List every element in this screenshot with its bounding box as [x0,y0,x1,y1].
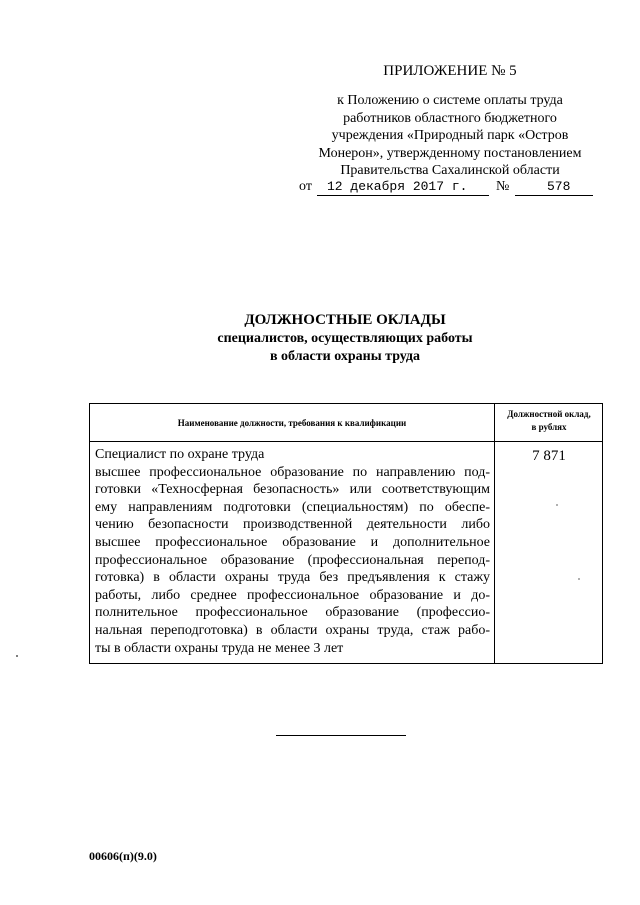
position-requirements-cell [95,446,490,657]
column-header-salary-line: в рублях [531,422,567,432]
requirements-line: высшее профессиональное образование и дополнительное [95,534,490,550]
order-from-label: от [299,179,312,194]
requirements-line: готовка) в области охраны труда без предъявления к стажу [95,570,490,586]
document-code: 00606(п)(9.0) [89,849,157,863]
column-header-name: Наименование должности, требования к квалификации [177,417,407,428]
requirements-line: готовки «Техносферная безопасность» или соответствующим [95,482,490,498]
scan-speck [578,578,580,580]
document-heading [160,310,530,366]
appendix-line: к Положению о системе оплаты труда [337,93,563,108]
requirements-line: высшее профессиональное образование по направлению под- [95,464,490,480]
order-number-label: № [496,179,510,194]
scan-speck [556,504,558,506]
requirements-line: ты в области охраны труда не менее 3 лет [95,640,344,656]
appendix-line: учреждения «Природный парк «Остров [331,128,569,143]
column-divider [494,404,495,663]
column-header-salary [495,408,603,434]
heading-subtitle-line: специалистов, осуществляющих работы [217,331,473,346]
end-separator-line [276,735,406,736]
salary-table [89,403,603,664]
appendix-block [300,62,600,180]
appendix-title: ПРИЛОЖЕНИЕ № 5 [383,63,517,79]
column-header-salary-line: Должностной оклад, [507,409,591,419]
position-title: Специалист по охране труда [95,447,265,462]
order-number-underline [515,195,593,196]
requirements-line: работы, либо среднее профессиональное образование и до- [95,587,490,603]
requirements-line: профессиональное образование (профессиональная перепод- [95,552,490,568]
order-date: 12 декабря 2017 г. [327,179,468,194]
heading-title: ДОЛЖНОСТНЫЕ ОКЛАДЫ [244,312,446,328]
scan-speck [16,655,18,657]
order-number: 578 [547,179,571,194]
appendix-line: Монерон», утвержденному постановлением [318,145,582,161]
salary-value: 7 871 [532,448,566,464]
order-reference [299,178,599,198]
appendix-line: работников областного бюджетного [343,110,557,126]
heading-subtitle-line: в области охраны труда [269,349,420,364]
requirements-line: ему направлениям подготовки (специальностям) по обеспе- [95,499,490,515]
requirements-line: нальная переподготовка) в области охраны труда, стаж рабо- [95,622,490,638]
order-date-underline [317,195,489,196]
requirements-line: чению безопасности производственной деятельности либо [95,517,490,533]
requirements-line: полнительное профессиональное образование (профессио- [95,605,490,621]
header-divider [90,441,602,442]
appendix-line: Правительства Сахалинской области [340,163,560,178]
